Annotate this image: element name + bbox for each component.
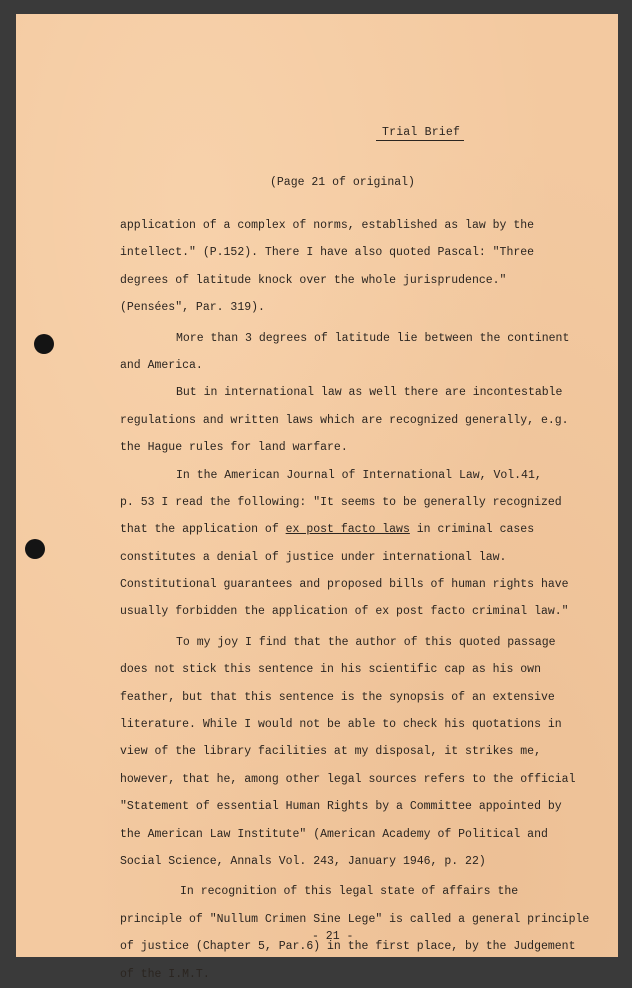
text-line: Constitutional guarantees and proposed bills of human rights have <box>120 578 569 592</box>
text-line: of justice (Chapter 5, Par.6) in the first place, by the Judgement <box>120 940 576 954</box>
text-line: constitutes a denial of justice under international law. <box>120 550 507 564</box>
text-line: In recognition of this legal state of affairs the <box>180 885 519 899</box>
page-number: - 21 - <box>312 930 354 943</box>
text-line: the Hague rules for land warfare. <box>120 441 348 455</box>
text-line: (Pensées", Par. 319). <box>120 301 265 315</box>
text-line: usually forbidden the application of ex post facto criminal law." <box>120 605 569 619</box>
text-line: p. 53 I read the following: "It seems to be generally recognized <box>120 495 562 509</box>
title-underline <box>376 140 464 141</box>
text-line: intellect." (P.152). There I have also quoted Pascal: "Three <box>120 246 535 260</box>
punch-hole <box>25 539 45 559</box>
text-line: Social Science, Annals Vol. 243, January 1946, p. 22) <box>120 854 486 868</box>
document-title: Trial Brief <box>382 126 461 139</box>
text-line: But in international law as well there are incontestable <box>176 386 563 400</box>
text-segment: in criminal cases <box>409 523 535 537</box>
punch-hole <box>34 334 54 354</box>
text-line: regulations and written laws which are recognized generally, e.g. <box>120 413 569 427</box>
text-line: More than 3 degrees of latitude lie between the continent <box>176 331 570 345</box>
text-line: literature. While I would not be able to check his quotations in <box>120 718 562 732</box>
text-line: however, that he, among other legal sources refers to the official <box>120 772 576 786</box>
text-line <box>120 516 560 543</box>
text-line: principle of "Nullum Crimen Sine Lege" is called a general principle <box>120 912 590 926</box>
text-line: of the I.M.T. <box>120 967 210 981</box>
text-line: the American Law Institute" (American Academy of Political and <box>120 827 548 841</box>
document-page <box>16 14 618 981</box>
original-page-reference: (Page 21 of original) <box>270 176 415 189</box>
text-line: view of the library facilities at my disposal, it strikes me, <box>120 745 541 759</box>
text-line: application of a complex of norms, established as law by the <box>120 219 535 232</box>
text-line: "Statement of essential Human Rights by a Committee appointed by <box>120 800 562 814</box>
text-line: does not stick this sentence in his scientific cap as his own <box>120 663 541 677</box>
text-line: feather, but that this sentence is the synopsis of an extensive <box>120 690 555 704</box>
text-line: In the American Journal of International Law, Vol.41, <box>176 468 542 482</box>
document-body <box>120 212 590 988</box>
text-line: and America. <box>120 358 203 372</box>
underlined-term: ex post facto laws <box>285 523 410 537</box>
text-line: degrees of latitude knock over the whole jurisprudence." <box>120 273 507 287</box>
text-segment: that the application of <box>120 523 286 537</box>
text-line: To my joy I find that the author of this quoted passage <box>176 635 556 649</box>
